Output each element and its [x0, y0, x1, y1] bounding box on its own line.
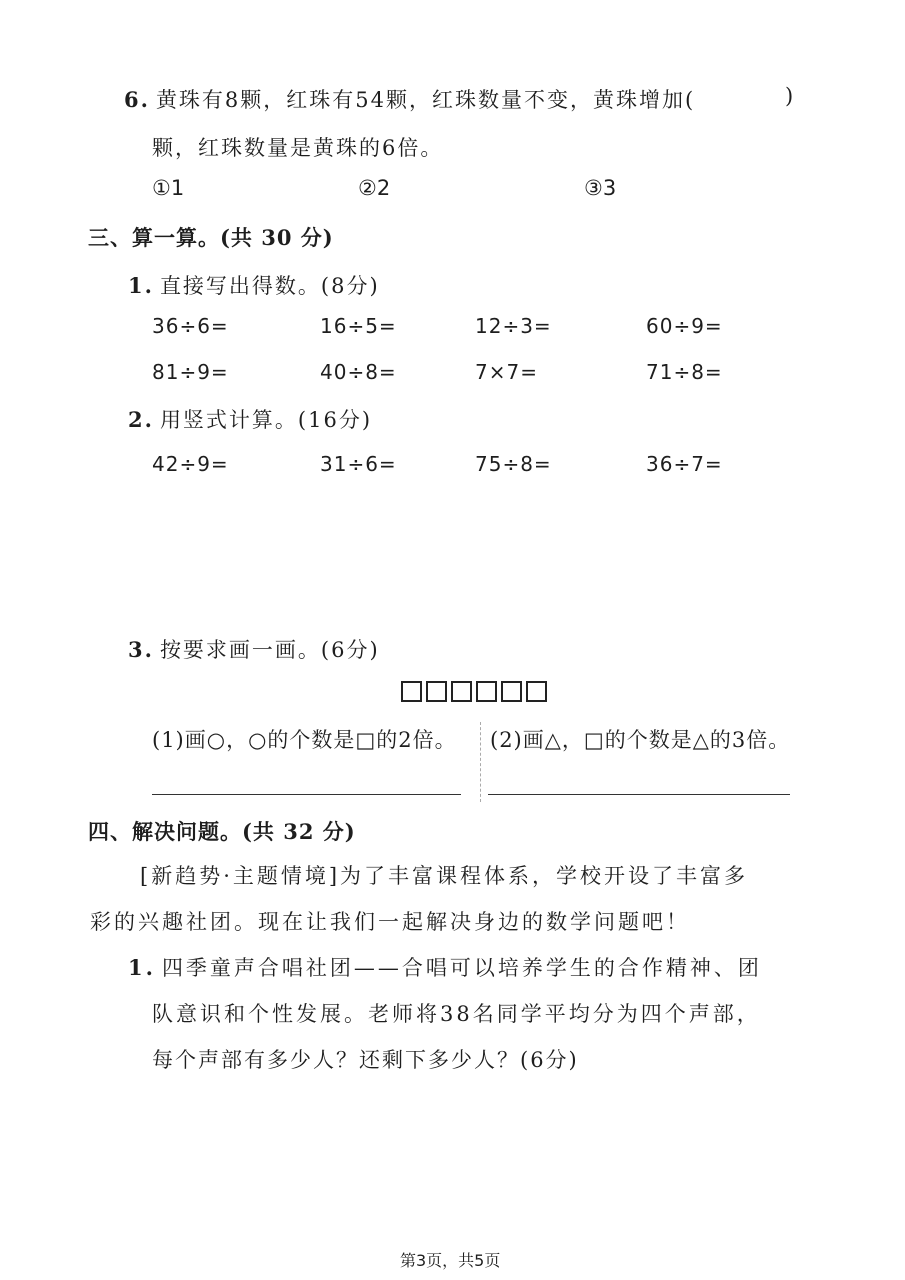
calc-item: 36÷7= [646, 452, 723, 476]
problem-number: 1. [128, 955, 156, 980]
problem-1-line3: 每个声部有多少人？还剩下多少人？(6分) [152, 1048, 579, 1072]
calc-item: 81÷9= [152, 360, 229, 384]
divider [480, 722, 481, 802]
square-shape [451, 681, 472, 702]
calc-item: 60÷9= [646, 314, 723, 338]
part-title: 直接写出得数。(8分) [159, 274, 380, 298]
section-4-title: 四、解决问题。(共 32 分) [88, 819, 356, 844]
question-6-line2: 颗，红珠数量是黄珠的6倍。 [152, 136, 444, 160]
part-title: 用竖式计算。(16分) [159, 408, 373, 432]
draw-task-right: (2)画△，□的个数是△的3倍。 [490, 728, 791, 752]
calc-item: 16÷5= [320, 314, 397, 338]
calc-item: 42÷9= [152, 452, 229, 476]
intro-line-1: [新趋势·主题情境]为了丰富课程体系，学校开设了丰富多 [140, 864, 749, 888]
question-6-line1 [124, 84, 695, 114]
square-shape [401, 681, 422, 702]
answer-paren-close: ) [785, 84, 796, 108]
part-1-title [128, 270, 380, 300]
problem-1-line1 [128, 952, 762, 982]
calc-item: 40÷8= [320, 360, 397, 384]
square-shape [426, 681, 447, 702]
intro-line-2: 彩的兴趣社团。现在让我们一起解决身边的数学问题吧！ [90, 910, 690, 934]
answer-line-left[interactable] [152, 794, 461, 795]
page-number: 第3页，共5页 [400, 1251, 501, 1270]
question-number: 6. [124, 87, 150, 112]
calc-item: 12÷3= [475, 314, 552, 338]
part-number: 2. [128, 407, 154, 432]
square-shape [526, 681, 547, 702]
calc-item: 75÷8= [475, 452, 552, 476]
part-number: 3. [128, 637, 154, 662]
calc-item: 7×7= [475, 360, 538, 384]
calc-item: 36÷6= [152, 314, 229, 338]
part-number: 1. [128, 273, 154, 298]
section-3-title: 三、算一算。(共 30 分) [88, 225, 334, 250]
problem-1-line2: 队意识和个性发展。老师将38名同学平均分为四个声部， [152, 1002, 761, 1026]
part-title: 按要求画一画。(6分) [159, 638, 380, 662]
question-text: 黄珠有8颗，红珠有54颗，红珠数量不变，黄珠增加( [155, 88, 696, 112]
option-1[interactable]: ①1 [152, 176, 185, 200]
option-3[interactable]: ③3 [584, 176, 617, 200]
square-row [401, 681, 547, 702]
square-shape [501, 681, 522, 702]
option-2[interactable]: ②2 [358, 176, 391, 200]
square-shape [476, 681, 497, 702]
problem-text: 四季童声合唱社团——合唱可以培养学生的合作精神、团 [161, 956, 762, 980]
part-2-title [128, 404, 372, 434]
draw-task-left: (1)画○，○的个数是□的2倍。 [152, 728, 457, 752]
calc-item: 71÷8= [646, 360, 723, 384]
part-3-title [128, 634, 380, 664]
calc-item: 31÷6= [320, 452, 397, 476]
answer-line-right[interactable] [488, 794, 790, 795]
